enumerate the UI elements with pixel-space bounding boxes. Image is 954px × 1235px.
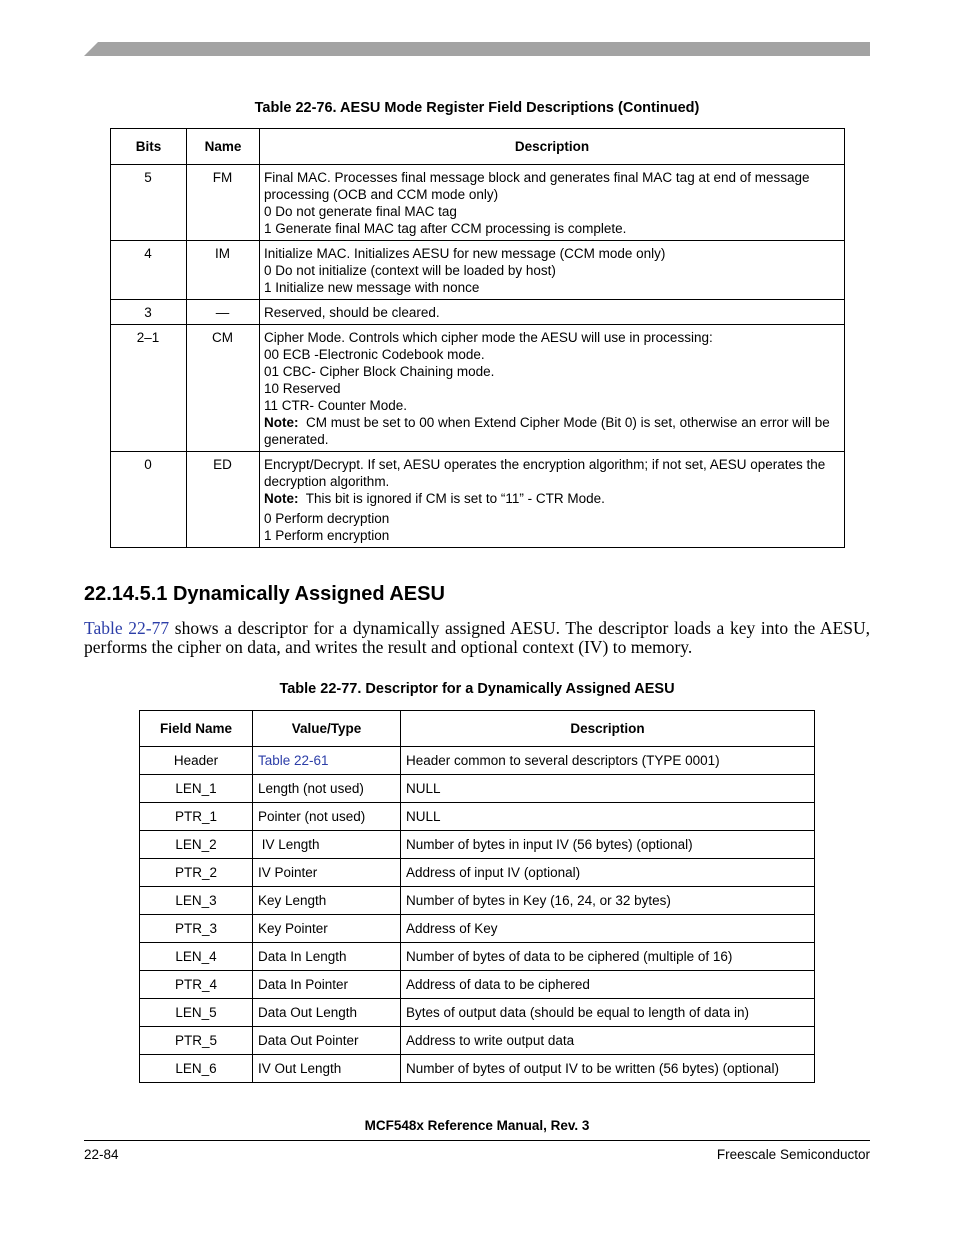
value-type-cell: Data Out Length	[253, 999, 401, 1027]
field-name-cell: LEN_5	[140, 999, 253, 1027]
description-text: Initialize MAC. Initializes AESU for new message (CCM mode only)	[264, 246, 666, 261]
description-cell: NULL	[401, 803, 815, 831]
bits-cell: 5	[111, 165, 187, 241]
description-cell: Number of bytes in input IV (56 bytes) (optional)	[401, 831, 815, 859]
name-cell: FM	[187, 165, 260, 241]
value-type-cell: IV Out Length	[253, 1055, 401, 1083]
column-header: Field Name	[140, 711, 253, 747]
table-row	[111, 325, 845, 452]
column-header: Description	[401, 711, 815, 747]
field-name-cell: PTR_1	[140, 803, 253, 831]
body-paragraph	[84, 619, 870, 657]
column-header: Name	[187, 129, 260, 165]
company-name: Freescale Semiconductor	[716, 1147, 870, 1162]
description-line	[264, 203, 839, 220]
value-type-cell	[253, 747, 401, 775]
description-line	[264, 510, 839, 527]
description-cell	[260, 300, 845, 325]
footer-divider	[84, 1140, 870, 1141]
description-text: Final MAC. Processes final message block and generates final MAC tag at end of message processing (OCB and CCM mode only)	[264, 170, 810, 202]
description-cell: Number of bytes of data to be ciphered (multiple of 16)	[401, 943, 815, 971]
description-cell	[260, 241, 845, 300]
description-cell: Address of input IV (optional)	[401, 859, 815, 887]
description-line	[264, 169, 839, 203]
description-text: 1 Generate final MAC tag after CCM processing is complete.	[264, 221, 627, 236]
description-text: Encrypt/Decrypt. If set, AESU operates the encryption algorithm; if not set, AESU operates the decryption algorithm.	[264, 457, 826, 489]
page-header-bar	[84, 42, 870, 56]
field-name-cell: PTR_5	[140, 1027, 253, 1055]
value-type-cell: Pointer (not used)	[253, 803, 401, 831]
description-cell: Address of Key	[401, 915, 815, 943]
section-heading	[84, 583, 445, 606]
value-type-cell: Data In Pointer	[253, 971, 401, 999]
column-header: Bits	[111, 129, 187, 165]
table-caption: Table 22-77. Descriptor for a Dynamically Assigned AESU	[279, 681, 675, 697]
description-text: 1 Perform encryption	[264, 528, 390, 543]
description-cell	[260, 165, 845, 241]
name-cell: CM	[187, 325, 260, 452]
description-line	[264, 346, 839, 363]
description-cell	[260, 325, 845, 452]
table-row	[140, 859, 815, 887]
field-name-cell: PTR_2	[140, 859, 253, 887]
description-text: 0 Do not generate final MAC tag	[264, 204, 457, 219]
field-name-cell: PTR_4	[140, 971, 253, 999]
table-row	[140, 747, 815, 775]
page-number: 22-84	[84, 1147, 119, 1162]
description-line	[264, 490, 839, 507]
description-text: This bit is ignored if CM is set to “11” - CTR Mode.	[298, 491, 605, 506]
description-line	[264, 527, 839, 544]
column-header: Value/Type	[253, 711, 401, 747]
field-name-cell: PTR_3	[140, 915, 253, 943]
section-title: Dynamically Assigned AESU	[172, 583, 445, 605]
name-cell: IM	[187, 241, 260, 300]
description-text: 01 CBC- Cipher Block Chaining mode.	[264, 364, 495, 379]
name-cell: —	[187, 300, 260, 325]
table-row	[140, 831, 815, 859]
aesu-mode-register-table	[110, 128, 845, 548]
value-type-cell: Key Length	[253, 887, 401, 915]
description-text: 0 Do not initialize (context will be loaded by host)	[264, 263, 556, 278]
field-name-cell: Header	[140, 747, 253, 775]
description-text: 00 ECB -Electronic Codebook mode.	[264, 347, 485, 362]
description-cell: Header common to several descriptors (TYPE 0001)	[401, 747, 815, 775]
value-type-cell: IV Length	[253, 831, 401, 859]
description-line	[264, 304, 839, 321]
description-cell: NULL	[401, 775, 815, 803]
bits-cell: 4	[111, 241, 187, 300]
descriptor-table	[139, 710, 815, 1083]
description-line	[264, 245, 839, 262]
table-row	[140, 999, 815, 1027]
value-type-cell: Key Pointer	[253, 915, 401, 943]
table-row	[140, 803, 815, 831]
footer-title: MCF548x Reference Manual, Rev. 3	[364, 1118, 590, 1133]
value-type-cell: IV Pointer	[253, 859, 401, 887]
bits-cell: 2–1	[111, 325, 187, 452]
column-header: Description	[260, 129, 845, 165]
description-text: 10 Reserved	[264, 381, 341, 396]
note-label: Note:	[264, 415, 299, 430]
table-row	[140, 887, 815, 915]
description-text: 1 Initialize new message with nonce	[264, 280, 480, 295]
description-text: Reserved, should be cleared.	[264, 305, 440, 320]
field-name-cell: LEN_6	[140, 1055, 253, 1083]
description-line	[264, 414, 839, 448]
description-line	[264, 220, 839, 237]
description-line	[264, 329, 839, 346]
table-row	[140, 1027, 815, 1055]
description-line	[264, 363, 839, 380]
description-line	[264, 380, 839, 397]
name-cell: ED	[187, 452, 260, 548]
value-type-cell: Length (not used)	[253, 775, 401, 803]
table-row	[140, 915, 815, 943]
table-link[interactable]: Table 22-61	[258, 753, 329, 768]
description-line	[264, 456, 839, 490]
description-line	[264, 279, 839, 296]
table-caption: Table 22-76. AESU Mode Register Field Descriptions (Continued)	[254, 100, 700, 116]
field-name-cell: LEN_2	[140, 831, 253, 859]
field-name-cell: LEN_3	[140, 887, 253, 915]
table-row	[111, 300, 845, 325]
table-link[interactable]: Table 22-77	[84, 618, 170, 638]
table-row	[111, 452, 845, 548]
value-type-cell: Data In Length	[253, 943, 401, 971]
description-text: CM must be set to 00 when Extend Cipher Mode (Bit 0) is set, otherwise an error will be generated.	[264, 415, 834, 447]
description-text: 11 CTR- Counter Mode.	[264, 398, 408, 413]
field-name-cell: LEN_1	[140, 775, 253, 803]
description-text: Cipher Mode. Controls which cipher mode the AESU will use in processing:	[264, 330, 713, 345]
paragraph-text: shows a descriptor for a dynamically assigned AESU. The descriptor loads a key into the AESU, performs the cipher on data, and writes the result and optional context (IV) to memory.	[84, 618, 870, 657]
description-text: 0 Perform decryption	[264, 511, 390, 526]
description-cell: Number of bytes in Key (16, 24, or 32 bytes)	[401, 887, 815, 915]
table-row	[140, 1055, 815, 1083]
bits-cell: 0	[111, 452, 187, 548]
table-row	[111, 165, 845, 241]
table-row	[140, 943, 815, 971]
description-cell: Address of data to be ciphered	[401, 971, 815, 999]
table-row	[111, 241, 845, 300]
description-cell: Number of bytes of output IV to be written (56 bytes) (optional)	[401, 1055, 815, 1083]
section-number: 22.14.5.1	[84, 583, 168, 605]
description-cell	[260, 452, 845, 548]
table-row	[140, 775, 815, 803]
field-name-cell: LEN_4	[140, 943, 253, 971]
description-line	[264, 397, 839, 414]
bits-cell: 3	[111, 300, 187, 325]
value-type-cell: Data Out Pointer	[253, 1027, 401, 1055]
table-row	[140, 971, 815, 999]
description-line	[264, 262, 839, 279]
description-cell: Bytes of output data (should be equal to length of data in)	[401, 999, 815, 1027]
note-label: Note:	[264, 491, 299, 506]
description-cell: Address to write output data	[401, 1027, 815, 1055]
